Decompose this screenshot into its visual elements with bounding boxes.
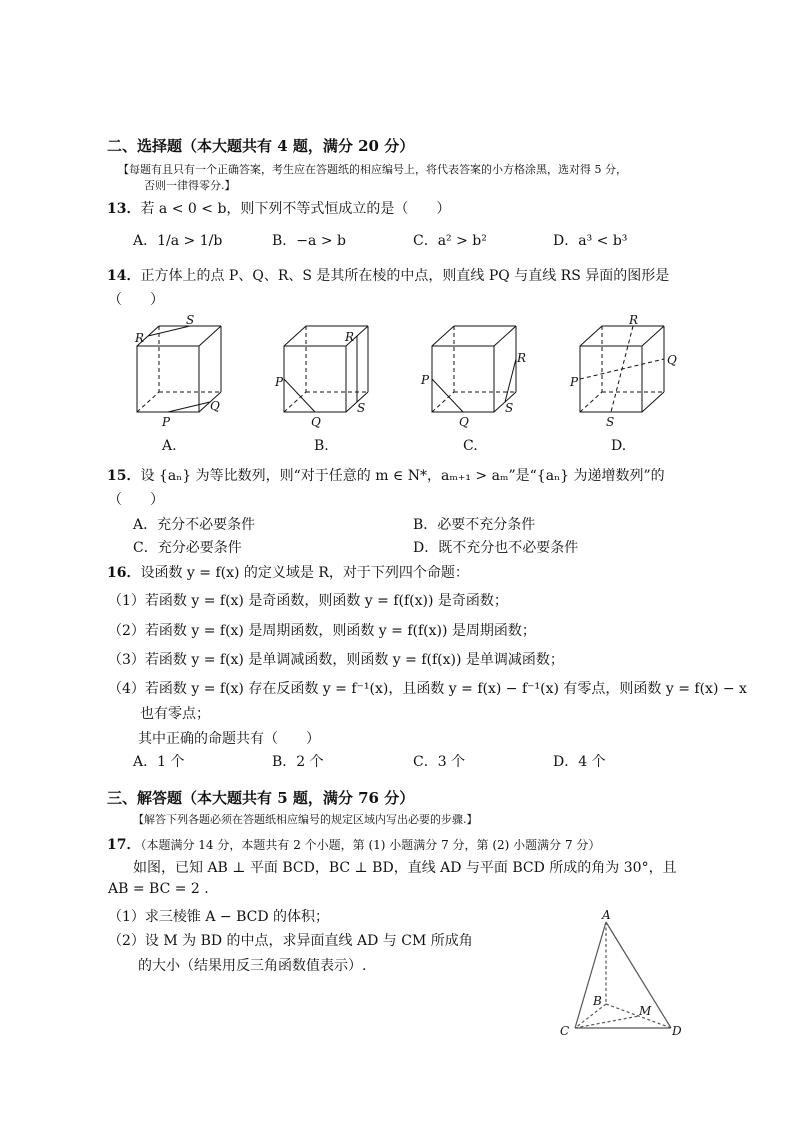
- q17-label-c: C: [560, 1024, 570, 1038]
- q16-item-3: （3）若函数 y = f(x) 是单调减函数，则函数 y = f(f(x)) 是单调减函数；: [108, 652, 564, 668]
- q14b-label-p: P: [275, 375, 284, 389]
- q16-item-4-cont: 也有零点；: [140, 706, 210, 722]
- q17-part2-cont: 的大小（结果用反三角函数值表示）.: [138, 958, 367, 974]
- q16-option-a: A．1 个: [133, 754, 185, 770]
- q17-label-a: A: [602, 908, 611, 922]
- q14a-label-r: R: [135, 331, 145, 345]
- section2-note-line2: 否则一律得零分.】: [144, 179, 236, 192]
- q14b-label-q: Q: [311, 415, 321, 429]
- q14d-label-q: Q: [667, 353, 677, 367]
- q16-number: 16．: [107, 565, 141, 581]
- q16-item-4: （4）若函数 y = f(x) 存在反函数 y = f⁻¹(x)，且函数 y = f(x) − f⁻¹(x) 有零点，则函数 y = f(x) − x: [108, 681, 747, 697]
- q16-option-c: C．3 个: [413, 754, 466, 770]
- section2-note-line1: 【每题有且只有一个正确答案，考生应在答题纸的相应编号上，将代表答案的小方格涂黑，选对得 5 分，: [118, 163, 627, 176]
- section3-title: 三、解答题（本大题共有 5 题，满分 76 分）: [107, 789, 415, 807]
- q14-cube-b: [275, 316, 375, 431]
- q14-figure-label-c: C.: [463, 438, 478, 454]
- q15-option-a: A．充分不必要条件: [133, 517, 256, 533]
- q14-figure-label-a: A.: [162, 438, 177, 454]
- q14-paren: （ ）: [108, 292, 164, 308]
- q14-figure-label-d: D.: [611, 438, 627, 454]
- q17-tetrahedron-figure: [555, 908, 695, 1043]
- q14-cube-d: [566, 313, 681, 431]
- q14-stem-row: [107, 265, 669, 285]
- q17-label-d: D: [672, 1024, 682, 1038]
- q14d-label-r: R: [629, 313, 639, 327]
- q17-line1: 如图，已知 AB ⊥ 平面 BCD，BC ⊥ BD，直线 AD 与平面 BCD 所成的角为 30°，且: [133, 860, 677, 876]
- q16-question: 其中正确的命题共有（ ）: [138, 731, 320, 747]
- q15-option-c: C．充分必要条件: [133, 540, 242, 556]
- q14-number: 14．: [107, 268, 141, 284]
- q14c-label-q: Q: [459, 415, 469, 429]
- q14-cube-c: [420, 316, 525, 431]
- q16-option-b: B．2 个: [272, 754, 324, 770]
- q16-item-1: （1）若函数 y = f(x) 是奇函数，则函数 y = f(f(x)) 是奇函数；: [108, 593, 508, 609]
- q17-number: 17．: [107, 837, 141, 853]
- q17-header: （本题满分 14 分，本题共有 2 个小题，第 (1) 小题满分 7 分，第 (2) 小题满分 7 分）: [140, 838, 601, 852]
- q17-header-row: [107, 834, 600, 854]
- q14c-label-r: R: [517, 351, 527, 365]
- q15-stem: 设 {aₙ} 为等比数列，则“对于任意的 m ∈ N*，aₘ₊₁ > aₘ”是“{aₙ} 为递增数列”的: [140, 468, 665, 484]
- q17-line2: AB = BC = 2 .: [108, 881, 209, 897]
- q13-stem: 若 a < 0 < b，则下列不等式恒成立的是（ ）: [140, 201, 451, 217]
- section3-note: 【解答下列各题必须在答题纸相应编号的规定区域内写出必要的步骤.】: [133, 813, 478, 826]
- q14b-label-s: S: [357, 401, 366, 415]
- q13-stem-row: [107, 198, 450, 218]
- q16-stem: 设函数 y = f(x) 的定义域是 R，对于下列四个命题：: [140, 565, 469, 581]
- q13-option-d: D．a³ < b³: [553, 233, 628, 249]
- q14a-label-q: Q: [210, 399, 220, 413]
- q15-option-b: B．必要不充分条件: [413, 517, 536, 533]
- q13-option-b: B．−a > b: [272, 233, 346, 249]
- q13-option-c: C．a² > b²: [413, 233, 487, 249]
- q14-stem: 正方体上的点 P、Q、R、S 是其所在棱的中点，则直线 PQ 与直线 RS 异面的图形是: [140, 268, 670, 284]
- q17-label-b: B: [593, 994, 602, 1008]
- q16-option-d: D．4 个: [553, 754, 606, 770]
- q17-part1: （1）求三棱锥 A − BCD 的体积；: [108, 909, 330, 925]
- q14a-label-s: S: [186, 313, 195, 327]
- q14d-label-p: P: [570, 375, 579, 389]
- q14a-label-p: P: [162, 415, 171, 429]
- q17-label-m: M: [639, 1004, 652, 1018]
- q17-part2: （2）设 M 为 BD 的中点，求异面直线 AD 与 CM 所成角: [108, 933, 473, 949]
- q14-cube-a: [130, 313, 230, 431]
- q13-number: 13．: [107, 201, 141, 217]
- q13-option-a: A．1/a > 1/b: [133, 233, 223, 249]
- q15-option-d: D．既不充分也不必要条件: [413, 540, 579, 556]
- q15-stem-row: [107, 465, 665, 485]
- q14b-label-r: R: [345, 330, 355, 344]
- q14d-label-s: S: [606, 415, 615, 429]
- q16-stem-row: [107, 562, 469, 582]
- q14c-label-p: P: [421, 373, 430, 387]
- q14c-label-s: S: [505, 401, 514, 415]
- section2-title: 二、选择题（本大题共有 4 题，满分 20 分）: [107, 137, 415, 155]
- q15-paren: （ ）: [108, 492, 164, 508]
- q14-figure-label-b: B.: [314, 438, 329, 454]
- q15-number: 15．: [107, 468, 141, 484]
- q16-item-2: （2）若函数 y = f(x) 是周期函数，则函数 y = f(f(x)) 是周期函数；: [108, 623, 536, 639]
